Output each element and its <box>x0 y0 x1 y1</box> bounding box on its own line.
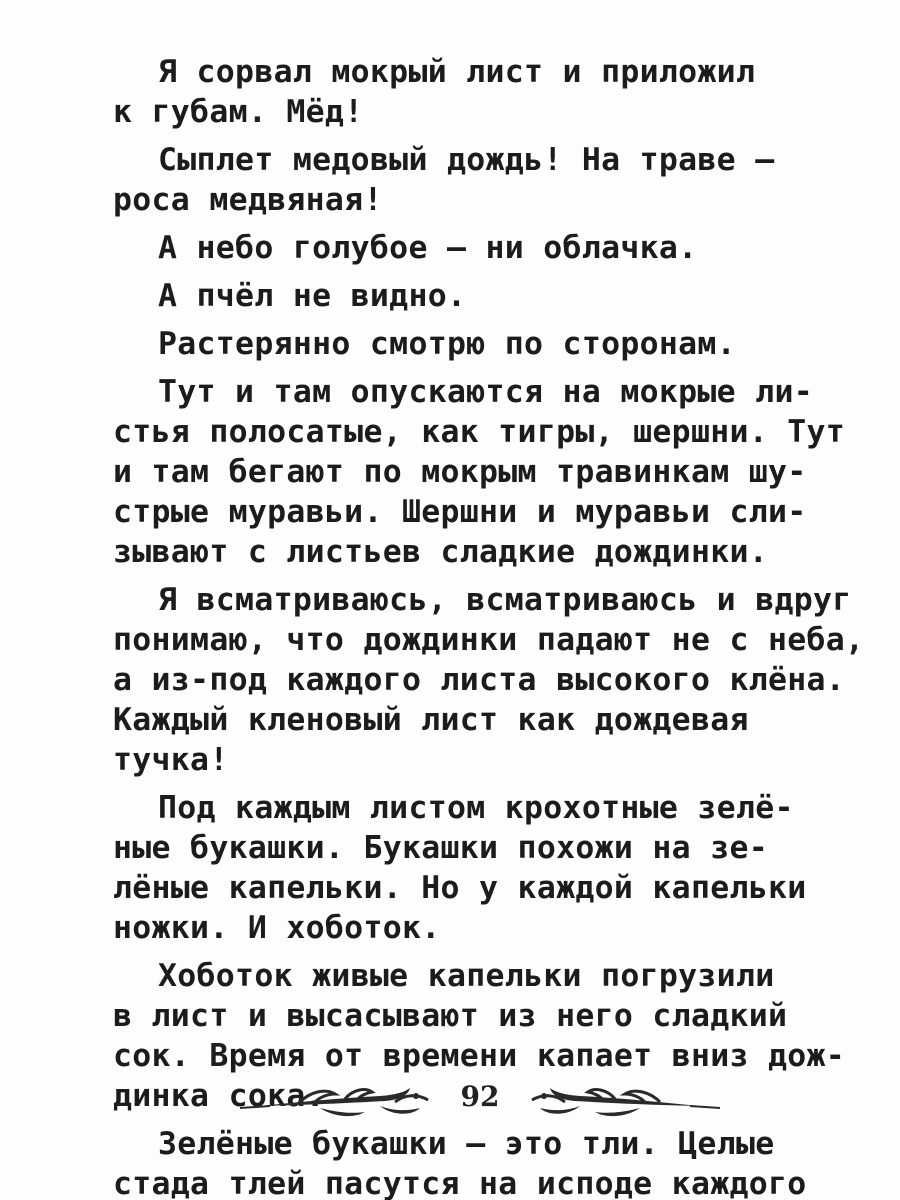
text-line: стада тлей пасутся на исподе каждого <box>113 1166 807 1200</box>
page-number: 92 <box>460 1080 500 1113</box>
story-text <box>113 52 873 1200</box>
text-line: понимаю, что дождинки падают не с неба, <box>113 622 865 658</box>
text-line: тучка! <box>113 742 229 778</box>
flourish-left-icon <box>240 1088 428 1116</box>
text-line: роса медвяная! <box>113 182 383 218</box>
text-line: Тут и там опускаются на мокрые ли- <box>158 374 813 410</box>
paragraph <box>113 324 873 364</box>
text-line: сок. Время от времени капает вниз дож- <box>113 1038 846 1074</box>
text-line: А небо голубое — ни облачка. <box>158 230 698 266</box>
text-line: Я всматриваюсь, всматриваюсь и вдруг <box>158 582 852 618</box>
text-line: к губам. Мёд! <box>113 94 364 130</box>
text-line: Растерянно смотрю по сторонам. <box>158 326 736 362</box>
paragraph <box>113 52 873 132</box>
text-line: в лист и высасывают из него сладкий <box>113 998 788 1034</box>
paragraph <box>113 1124 873 1200</box>
text-line: А пчёл не видно. <box>158 278 467 314</box>
text-line: лёные капельки. Но у каждой капельки <box>113 870 807 906</box>
text-line: Хоботок живые капельки погрузили <box>158 958 775 994</box>
text-line: ножки. И хоботок. <box>113 910 441 946</box>
text-line: и там бегают по мокрым травинкам шу- <box>113 454 807 490</box>
text-line: стрые муравьи. Шершни и муравьи сли- <box>113 494 807 530</box>
flourish-right-icon <box>532 1088 720 1116</box>
paragraph <box>113 580 873 780</box>
text-line: стья полосатые, как тигры, шершни. Тут <box>113 414 846 450</box>
text-line: Каждый кленовый лист как дождевая <box>113 702 749 738</box>
text-line: зывают с листьев сладкие дождинки. <box>113 534 768 570</box>
text-line: а из-под каждого листа высокого клёна. <box>113 662 846 698</box>
text-line: Сыплет медовый дождь! На траве — <box>158 142 775 178</box>
text-line: ные букашки. Букашки похожи на зе- <box>113 830 768 866</box>
paragraph <box>113 228 873 268</box>
paragraph <box>113 140 873 220</box>
text-line: Зелёные букашки — это тли. Целые <box>158 1126 775 1162</box>
page-footer <box>240 1072 720 1128</box>
paragraph <box>113 788 873 948</box>
paragraph <box>113 372 873 572</box>
text-line: Под каждым листом крохотные зелё- <box>158 790 794 826</box>
text-line: Я сорвал мокрый лист и приложил <box>158 54 756 90</box>
paragraph <box>113 276 873 316</box>
text-line: динка сока. <box>113 1078 325 1114</box>
